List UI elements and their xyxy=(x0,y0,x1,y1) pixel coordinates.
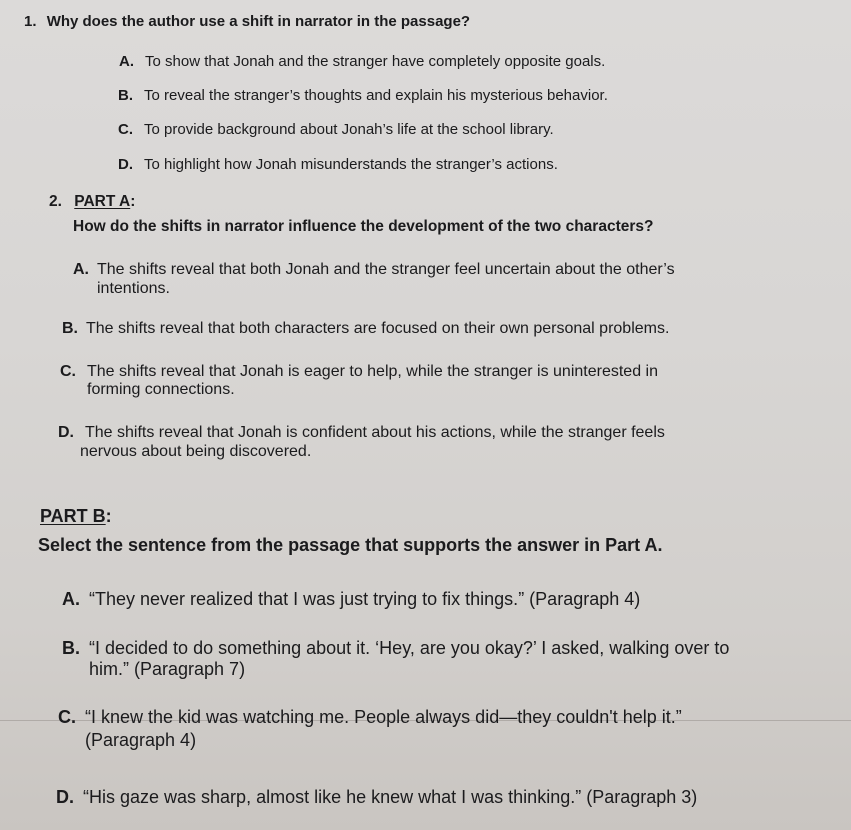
pb-option-a[interactable]: A. “They never realized that I was just trying to fix things.” (Paragraph 4) xyxy=(62,589,641,609)
q1-option-a[interactable]: A. To show that Jonah and the stranger have completely opposite goals. xyxy=(119,53,606,70)
q2-option-c-cont: forming connections. xyxy=(87,381,235,398)
q2-option-b[interactable]: B. The shifts reveal that both characters are focused on their own personal problems. xyxy=(62,320,670,337)
q2-option-a-cont: intentions. xyxy=(97,280,170,297)
question-2-number: 2. xyxy=(49,193,62,210)
q2-option-d-cont: nervous about being discovered. xyxy=(80,443,312,460)
part-b-question: Select the sentence from the passage that supports the answer in Part A. xyxy=(38,535,663,555)
question-2-header: 2. PART A: xyxy=(49,193,136,210)
q2-option-a[interactable]: A. The shifts reveal that both Jonah and the stranger feel uncertain about the other’s xyxy=(73,261,675,278)
pb-option-d[interactable]: D. “His gaze was sharp, almost like he knew what I was thinking.” (Paragraph 3) xyxy=(56,787,698,807)
pb-option-c-cont: (Paragraph 4) xyxy=(85,730,197,750)
pb-option-b[interactable]: B. “I decided to do something about it. ‘Hey, are you okay?’ I asked, walking over to xyxy=(62,638,730,658)
q2-option-c[interactable]: C. The shifts reveal that Jonah is eager to help, while the stranger is uninterested in xyxy=(60,363,658,380)
q1-option-b[interactable]: B. To reveal the stranger’s thoughts and explain his mysterious behavior. xyxy=(118,87,608,104)
q1-option-d[interactable]: D. To highlight how Jonah misunderstands the stranger’s actions. xyxy=(118,156,558,173)
q1-option-c[interactable]: C. To provide background about Jonah’s life at the school library. xyxy=(118,121,554,138)
part-a-label: PART A xyxy=(74,193,131,210)
part-b-header: PART B: xyxy=(40,506,112,526)
question-2-text: How do the shifts in narrator influence the development of the two characters? xyxy=(73,218,654,235)
question-1 xyxy=(24,13,470,30)
q2-option-d[interactable]: D. The shifts reveal that Jonah is confident about his actions, while the stranger feels xyxy=(58,424,665,441)
pb-option-b-cont: him.” (Paragraph 7) xyxy=(89,659,246,679)
pb-option-c[interactable]: C. “I knew the kid was watching me. People always did—they couldn't help it.” xyxy=(58,707,682,727)
part-b-label: PART B xyxy=(40,506,106,526)
question-1-text: Why does the author use a shift in narrator in the passage? xyxy=(46,13,471,30)
question-1-number: 1. xyxy=(24,13,37,30)
